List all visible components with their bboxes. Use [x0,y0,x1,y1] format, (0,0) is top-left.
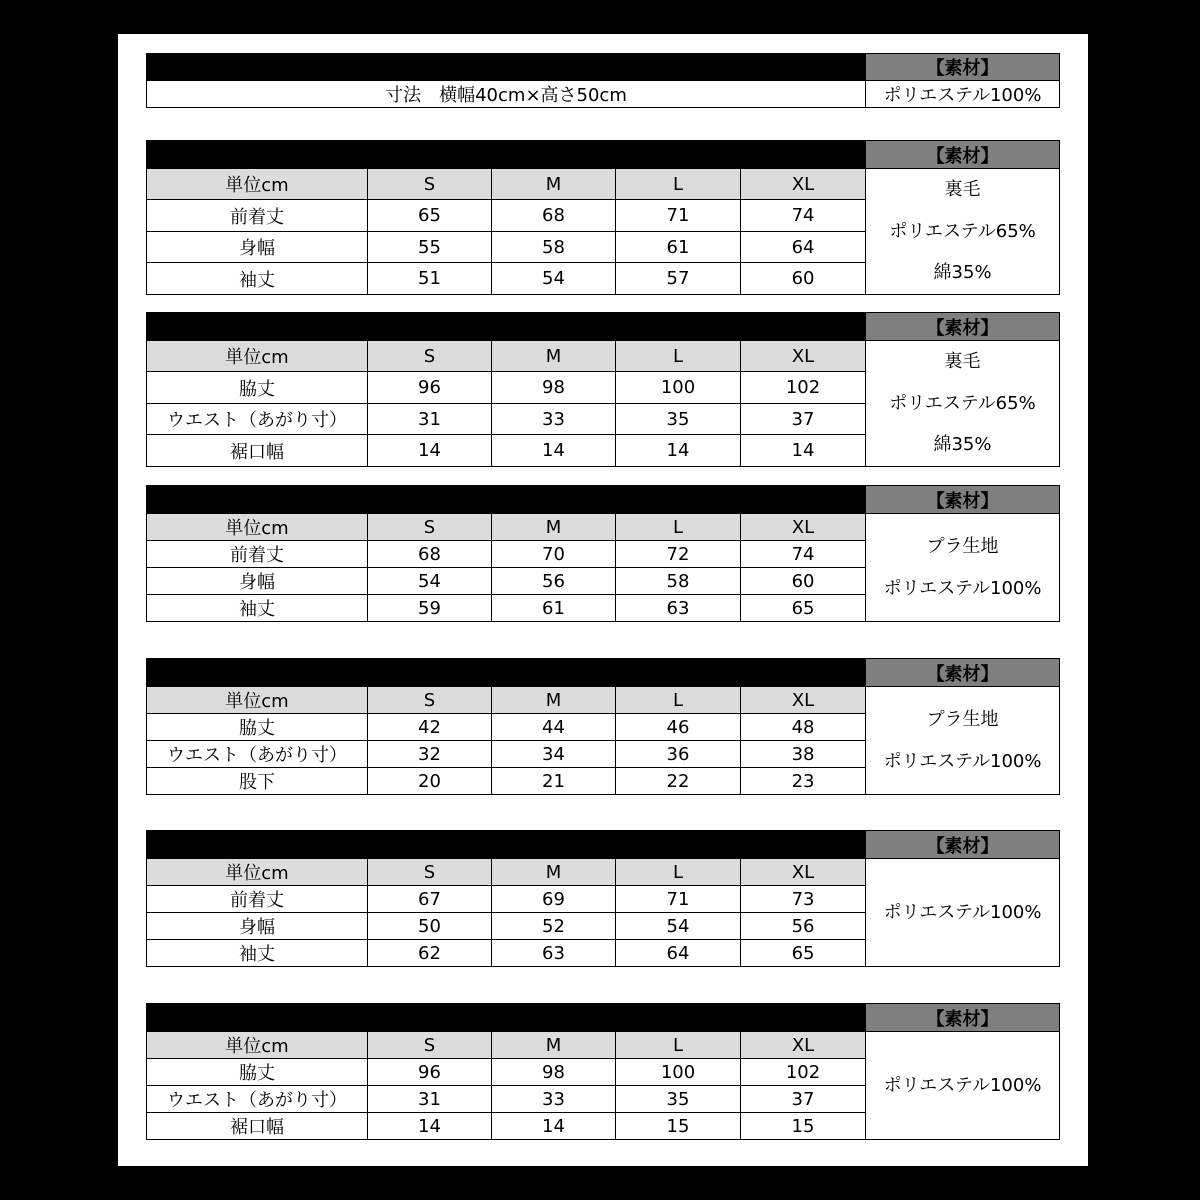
size-header: M [492,1032,616,1059]
measurement-value: 71 [616,200,741,231]
measurement-value: 37 [741,1086,866,1113]
product-title: 【WPジャージパンツ】 [147,1004,866,1032]
measurement-value: 14 [368,1113,492,1140]
material-line: ポリエステル100% [883,750,1042,772]
measurement-value: 96 [368,1059,492,1086]
measurement-value: 64 [616,940,741,967]
measurement-value: 63 [616,595,741,622]
measurement-value: 102 [741,372,866,403]
product-table [146,312,1059,467]
measurement-value: 61 [492,595,616,622]
material-line: ポリエステル65% [889,220,1036,242]
material-cell [866,859,1060,967]
measurement-label: 身幅 [147,913,368,940]
measurement-value: 37 [741,403,866,434]
measurement-value: 33 [492,1086,616,1113]
measurement-value: 20 [368,768,492,795]
measurement-label: 袖丈 [147,263,368,294]
material-header: 【素材】 [866,659,1060,687]
measurement-value: 61 [616,231,741,262]
measurement-value: 57 [616,263,741,294]
measurement-value: 15 [616,1113,741,1140]
product-title: 【ロングプラTシャツ】 [147,486,866,514]
measurement-label: 袖丈 [147,595,368,622]
measurement-value: 55 [368,231,492,262]
size-header: XL [741,514,866,541]
measurement-value: 35 [616,1086,741,1113]
material-line: 裏毛 [944,351,981,372]
measurement-value: 100 [616,372,741,403]
product-title: 【 WPジャージトップス】 [147,831,866,859]
product-title: 【スウェットパーカー】 [147,141,866,169]
measurement-value: 72 [616,541,741,568]
measurement-label: ウエスト（あがり寸） [147,1086,368,1113]
measurement-value: 60 [741,263,866,294]
material-cell [866,687,1060,795]
material-header: 【素材】 [866,313,1060,341]
measurement-value: 31 [368,403,492,434]
size-header: L [616,1032,741,1059]
measurement-value: 52 [492,913,616,940]
size-header: XL [741,1032,866,1059]
measurement-value: 14 [616,435,741,466]
product-table [146,1003,1059,1140]
size-header: L [616,341,741,372]
measurement-value: 54 [616,913,741,940]
unit-label: 単位cm [147,859,368,886]
material-cell [866,514,1060,622]
product-table [146,658,1059,795]
measurement-value: 62 [368,940,492,967]
measurement-value: 35 [616,403,741,434]
material-cell [866,1032,1060,1140]
measurement-value: 32 [368,741,492,768]
measurement-label: 前着丈 [147,200,368,231]
product-title: 【プラクティスパンツ】 [147,659,866,687]
measurement-value: 38 [741,741,866,768]
measurement-value: 14 [492,435,616,466]
size-header: XL [741,687,866,714]
measurement-value: 58 [616,568,741,595]
measurement-value: 68 [368,541,492,568]
measurement-value: 15 [741,1113,866,1140]
product-title: 【スウェットパンツ】 [147,313,866,341]
measurement-value: 64 [741,231,866,262]
size-header: M [492,687,616,714]
measurement-value: 23 [741,768,866,795]
material-line: 綿35% [933,262,992,284]
measurement-value: 42 [368,714,492,741]
unit-label: 単位cm [147,169,368,200]
measurement-value: 33 [492,403,616,434]
measurement-value: 36 [616,741,741,768]
material-line: ポリエステル100% [883,901,1042,923]
material-line: 綿35% [933,434,992,456]
size-header: M [492,859,616,886]
measurement-value: 14 [368,435,492,466]
product-table [146,140,1059,295]
measurement-value: 34 [492,741,616,768]
size-header: XL [741,169,866,200]
measurement-value: 54 [368,568,492,595]
measurement-label: 前着丈 [147,541,368,568]
material-line: 裏毛 [944,179,981,200]
size-header: M [492,341,616,372]
material-header: 【素材】 [866,486,1060,514]
measurement-value: 98 [492,1059,616,1086]
size-header: L [616,859,741,886]
size-header: S [368,859,492,886]
material-line: ポリエステル65% [889,392,1036,414]
measurement-value: 98 [492,372,616,403]
material-line: ポリエステル100% [883,1074,1042,1096]
product-table [146,485,1059,622]
measurement-value: 22 [616,768,741,795]
measurement-value: 51 [368,263,492,294]
measurement-label: 身幅 [147,568,368,595]
measurement-value: 102 [741,1059,866,1086]
size-header: S [368,169,492,200]
measurement-label: 脇丈 [147,1059,368,1086]
measurement-value: 59 [368,595,492,622]
measurement-value: 68 [492,200,616,231]
measurement-label: 前着丈 [147,886,368,913]
measurement-label: 裾口幅 [147,1113,368,1140]
unit-label: 単位cm [147,341,368,372]
measurement-value: 67 [368,886,492,913]
size-header: L [616,514,741,541]
measurement-value: 65 [741,595,866,622]
measurement-value: 74 [741,200,866,231]
measurement-value: 60 [741,568,866,595]
measurement-value: 48 [741,714,866,741]
measurement-value: 100 [616,1059,741,1086]
measurement-label: 袖丈 [147,940,368,967]
measurement-label: 身幅 [147,231,368,262]
size-chart-sheet [118,34,1088,1166]
measurement-value: 14 [492,1113,616,1140]
measurement-value: 14 [741,435,866,466]
material-cell [866,169,1060,295]
material-header: 【素材】 [866,831,1060,859]
size-header: S [368,514,492,541]
size-header: S [368,341,492,372]
measurement-value: 71 [616,886,741,913]
material-header: 【素材】 [866,141,1060,169]
measurement-value: 54 [492,263,616,294]
measurement-value: 70 [492,541,616,568]
measurement-value: 58 [492,231,616,262]
measurement-value: 50 [368,913,492,940]
unit-label: 単位cm [147,1032,368,1059]
measurement-value: 65 [741,940,866,967]
knapsack-material-header: 【素材】 [866,54,1060,81]
measurement-label: ウエスト（あがり寸） [147,403,368,434]
measurement-value: 56 [741,913,866,940]
measurement-value: 63 [492,940,616,967]
measurement-label: 脇丈 [147,372,368,403]
material-cell [866,341,1060,467]
knapsack-title: 【 ナップサック】 [147,54,866,81]
material-line: プラ生地 [926,535,999,557]
measurement-label: ウエスト（あがり寸） [147,741,368,768]
measurement-value: 69 [492,886,616,913]
measurement-value: 56 [492,568,616,595]
measurement-value: 65 [368,200,492,231]
measurement-label: 股下 [147,768,368,795]
size-header: XL [741,859,866,886]
measurement-label: 裾口幅 [147,435,368,466]
measurement-value: 44 [492,714,616,741]
measurement-value: 74 [741,541,866,568]
size-header: L [616,169,741,200]
knapsack-dimensions: 寸法 横幅40cm×高さ50cm [147,81,866,108]
measurement-value: 73 [741,886,866,913]
size-header: S [368,1032,492,1059]
size-header: S [368,687,492,714]
knapsack-table [146,53,1059,108]
unit-label: 単位cm [147,687,368,714]
measurement-label: 脇丈 [147,714,368,741]
unit-label: 単位cm [147,514,368,541]
material-line: プラ生地 [926,708,999,730]
measurement-value: 96 [368,372,492,403]
size-header: L [616,687,741,714]
size-header: M [492,514,616,541]
knapsack-material: ポリエステル100% [866,81,1060,108]
material-line: ポリエステル100% [883,577,1042,599]
measurement-value: 21 [492,768,616,795]
material-header: 【素材】 [866,1004,1060,1032]
measurement-value: 31 [368,1086,492,1113]
size-header: XL [741,341,866,372]
measurement-value: 46 [616,714,741,741]
size-header: M [492,169,616,200]
product-table [146,830,1059,967]
